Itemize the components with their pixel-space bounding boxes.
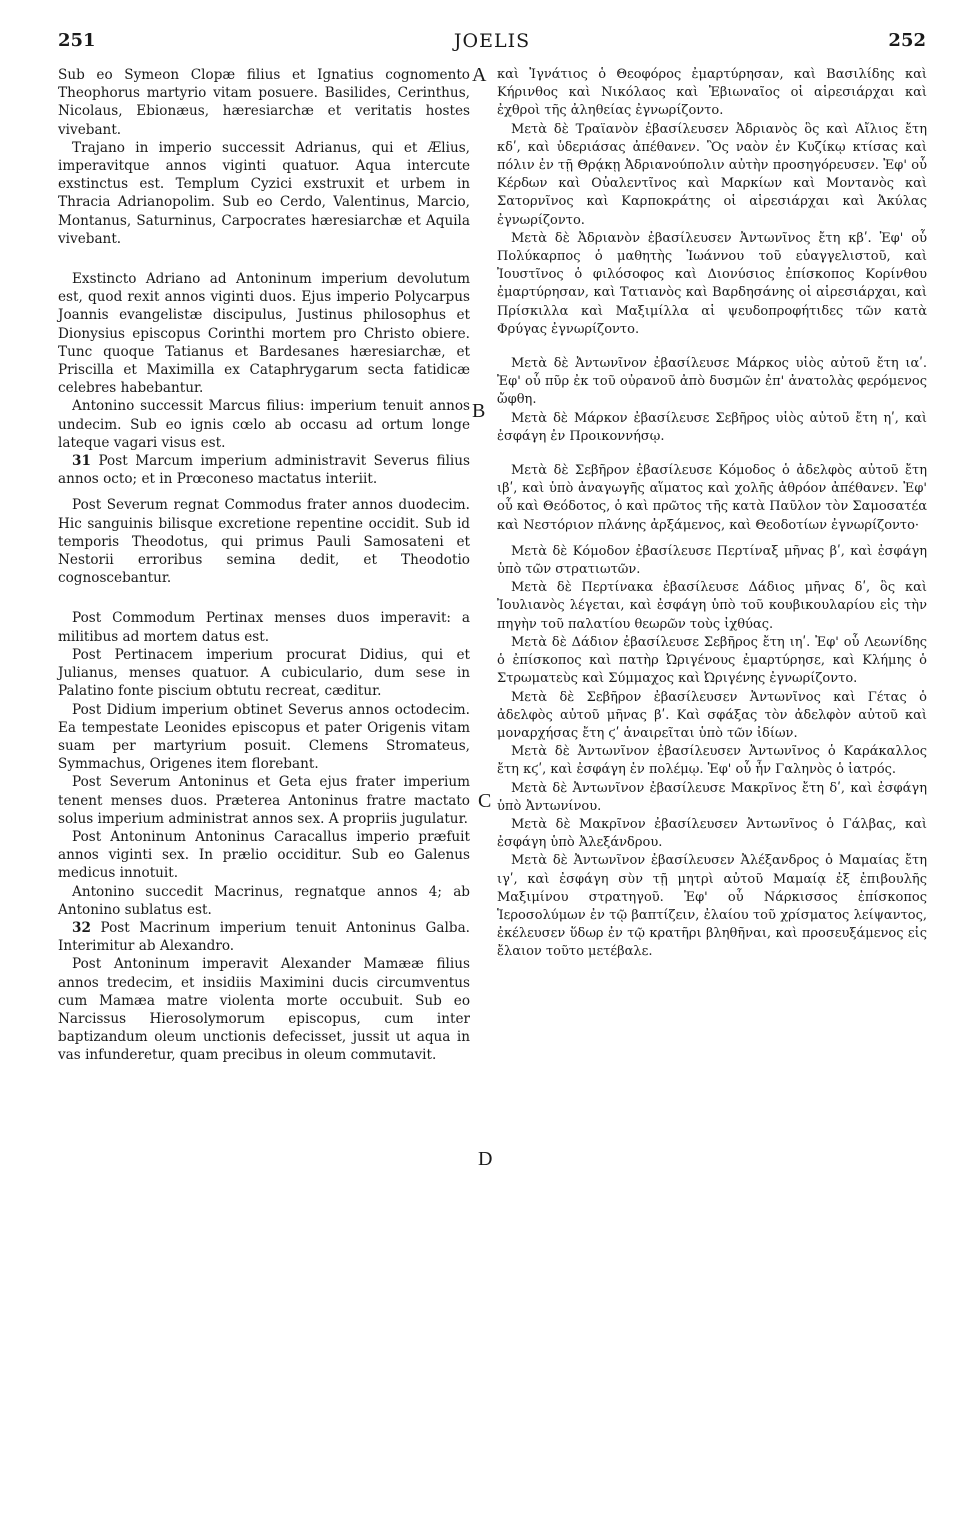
margin-marker-d: D — [478, 1148, 493, 1170]
greek-paragraph: Μετὰ δὲ Σεβῆρον ἐβασίλευσεν Ἀντωνῖνος καὶ Γέτας ὁ ἀδελφὸς αὐτοῦ μῆνας βʹ. Καὶ σφάξας τὸν ἀδελφὸν αὐτοῦ καὶ μοναρχήσας ἔτη ϛʹ ἀναιρεῖται ὑπὸ τῶν ἰδίων. — [497, 689, 927, 741]
greek-paragraph: Μετὰ δὲ Σεβῆρον ἐβασίλευσε Κόμοδος ὁ ἀδελφὸς αὐτοῦ ἔτη ιβʹ, καὶ ὑπὸ ἀναγωγῆς αἵματος καὶ χολῆς ἀθρόον ἀπέθανεν. Ἐφ' οὗ καὶ Θεόδοτος, ὁ καὶ πρῶτος τῆς κατὰ Παῦλον τὸν Σαμοσατέα καὶ Νεστόριον πλάνης ἀρξάμενος, καὶ Θεοδοτίων ἐγνωρίζοντο· — [497, 463, 927, 533]
latin-column — [58, 66, 470, 1065]
greek-paragraph: Μετὰ δὲ Μακρῖνον ἐβασίλευσεν Ἀντωνῖνος ὁ Γάλβας, καὶ ἐσφάγη ὑπὸ Ἀλεξάνδρου. — [497, 816, 927, 851]
greek-paragraph: Μετὰ δὲ Δάδιον ἐβασίλευσε Σεβῆρος ἔτη ιηʹ. Ἐφ' οὗ Λεωνίδης ὁ ἐπίσκοπος καὶ πατὴρ Ὠριγένους ἐμαρτύρησε, καὶ Κλήμης ὁ Στρωματεὺς καὶ Σύμμαχος καὶ Ὠριγένης ἐγνωρίζοντο. — [497, 634, 927, 687]
greek-paragraph: Μετὰ δὲ Ἀντωνῖνον ἐβασίλευσεν Ἀλέξανδρος ὁ Μαμαίας ἔτη ιγʹ, καὶ ἐσφάγη σὺν τῇ μητρὶ αὐτοῦ Μαμαίᾳ ἐξ ἐπιβουλῆς Μαξιμίνου στρατηγοῦ. Ἐφ' οὗ Νάρκισσος ἐπίσκοπος Ἱεροσολύμων ἐν τῷ βαπτίζειν, ἐλαίου τοῦ χρίσματος λείψαντος, ἐκέλευσεν ὕδωρ ἐν τῷ κρατῆρι βληθῆναι, καὶ προσευξάμενος εἰς ἔλαιον τοῦτο μετέβαλε. — [497, 853, 927, 960]
margin-marker-b: B — [472, 400, 486, 422]
greek-paragraph: Μετὰ δὲ Ἀντωνῖνον ἐβασίλευσε Μάρκος υἱὸς αὐτοῦ ἔτη ιαʹ. Ἐφ' οὗ πῦρ ἐκ τοῦ οὐρανοῦ ἀπὸ δυσμῶν ἐπ' ἀνατολὰς φερόμενος ὤφθη. — [497, 356, 927, 408]
page-header — [58, 30, 926, 58]
margin-marker-a: A — [472, 64, 487, 86]
greek-paragraph: Μετὰ δὲ Ἀδριανὸν ἐβασίλευσεν Ἀντωνῖνος ἔτη κβʹ. Ἐφ' οὗ Πολύκαρπος ὁ μαθητὴς Ἰωάννου τοῦ εὐαγγελιστοῦ, καὶ Ἰουστῖνος ὁ φιλόσοφος καὶ Διονύσιος ἐπίσκοπος Κορίνθου ἐμαρτύρησαν, καὶ Τατιανὸς καὶ Βαρδησάνης οἱ αἱρεσιάρχαι, καὶ Πρίσκιλλα καὶ Μαξιμίλλα αἱ ψευδοπροφήτιδες τῶν κατὰ Φρύγας ἐγνωρίζοντο. — [497, 230, 927, 337]
right-page-number: 252 — [888, 30, 926, 51]
greek-paragraph: Μετὰ δὲ Τραϊανὸν ἐβασίλευσεν Ἀδριανὸς ὃς καὶ Αἴλιος ἔτη κδʹ, καὶ ὑδεριάσας ἀπέθανεν. Ὃς ναὸν ἐν Κυζίκῳ κτίσας καὶ πόλιν ἐν τῇ Θρᾴκῃ Ἀδριανούπολιν αὐτὴν προσηγόρευσεν. Ἐφ' οὗ Κέρδων καὶ Οὐαλεντῖνος καὶ Μαρκίων καὶ Μοντανὸς καὶ Σατορνῖνος καὶ Καρποκράτης οἱ αἱρεσιάρχαι καὶ Ἀκύλας ἐγνωρίζοντο. — [497, 121, 927, 228]
latin-paragraph: Post Didium imperium obtinet Severus annos octodecim. Ea tempestate Leonides episcopus et pater Origenis vitam suam per martyrium posuit. Clemens Stromateus, Symmachus, Origenes item florebant. — [58, 701, 470, 773]
latin-paragraph: Post Severum Antoninus et Geta ejus frater imperium tenent menses duos. Præterea Antoninus fratre mactato solus imperium administrat annos sex. A propriis jugulatur. — [58, 774, 470, 827]
greek-paragraph: Μετὰ δὲ Ἀντωνῖνον ἐβασίλευσεν Ἀντωνῖνος ὁ Καράκαλλος ἔτη κϛʹ, καὶ ἐσφάγη ἐν πολέμῳ. Ἐφ' οὗ ἦν Γαληνὸς ὁ ἰατρός. — [497, 744, 927, 778]
latin-paragraph: 32 Post Macrinum imperium tenuit Antoninus Galba. Interimitur ab Alexandro. — [58, 919, 470, 955]
greek-paragraph: Μετὰ δὲ Μάρκον ἐβασίλευσε Σεβῆρος υἱὸς αὐτοῦ ἔτη ηʹ, καὶ ἐσφάγη ἐν Προικοννήσῳ. — [497, 410, 927, 444]
latin-paragraph: Post Pertinacem imperium procurat Didius, qui et Julianus, menses quatuor. A cubiculario, dum sese in Palatino fonte piscium obtutu recreat, cæditur. — [58, 646, 470, 700]
greek-paragraph: Μετὰ δὲ Κόμοδον ἐβασίλευσε Περτίναξ μῆνας βʹ, καὶ ἐσφάγη ὑπὸ τῶν στρατιωτῶν. — [497, 543, 927, 578]
greek-paragraph: Μετὰ δὲ Περτίνακα ἐβασίλευσε Δάδιος μῆνας δʹ, ὃς καὶ Ἰουλιανὸς λέγεται, καὶ ἐσφάγη ὑπὸ τοῦ κουβικουλαρίου εἰς τὴν πηγὴν τοῦ παλατίου θεωρῶν τοὺς ἰχθύας. — [497, 580, 927, 632]
left-page-number: 251 — [58, 30, 96, 51]
margin-marker-c: C — [478, 790, 492, 812]
latin-paragraph: Post Antoninum Antoninus Caracallus imperio præfuit annos viginti sex. In prælio occiditur. Sub eo Galenus medicus innotuit. — [58, 828, 470, 882]
latin-paragraph: Post Antoninum imperavit Alexander Mamææ filius annos tredecim, et insidiis Maximini ducis circumventus cum Mamæa matre violenta morte occubuit. Sub eo Narcissus Hierosolymorum episcopus, cum inter baptizandum oleum unctionis defecisset, jussit ut aqua in vas infunderetur, quam precibus in oleum commutavit. — [58, 956, 470, 1064]
latin-paragraph: 31 Post Marcum imperium administravit Severus filius annos octo; et in Prœconeso mactatus interiit. — [58, 453, 471, 488]
latin-paragraph: Antonino successit Marcus filius: imperium tenuit annos undecim. Sub eo ignis cœlo ab occasu ad ortum longe lateque vagari visus est. — [58, 398, 470, 451]
latin-paragraph: Trajano in imperio successit Adrianus, qui et Ælius, imperavitque annos viginti quatuor. Aqua intercute exstinctus est. Templum Cyzici exstruxit et urbem in Thracia Adrianopolim. Sub eo Cerdo, Valentinus, Marcio, Montanus, Saturninus, Carpocrates hæresiarchæ et Aquila vivebant. — [58, 139, 470, 247]
latin-paragraph: Post Commodum Pertinax menses duos imperavit: a militibus ad mortem datus est. — [58, 610, 470, 645]
section-number: 32 — [72, 919, 91, 936]
latin-paragraph: Antonino succedit Macrinus, regnatque annos 4; ab Antonino sublatus est. — [58, 883, 470, 918]
latin-paragraph: Exstincto Adriano ad Antoninum imperium devolutum est, quod rexit annos viginti duos. Ejus imperio Polycarpus Joannis evangelistæ discipulus, Justinus philosophus et Dionysius episcopus Corinthi mortem pro Christo obiere. Tunc quoque Tatianus et Bardesanes hæresiarchæ, et Priscilla et Maximilla ex Cataphrygarum secta fatidicæ celebres habebantur. — [58, 271, 470, 397]
greek-paragraph: Μετὰ δὲ Ἀντωνῖνον ἐβασίλευσε Μακρῖνος ἔτη δʹ, καὶ ἐσφάγη ὑπὸ Ἀντωνίνου. — [497, 780, 927, 814]
latin-paragraph: Post Severum regnat Commodus frater annos duodecim. Hic sanguinis bilisque excretione repentine occidit. Sub id temporis Theodotus, qui primus Pauli Samosateni et Nestorii erroribus semina dedit, et Theodotio cognoscebantur. — [58, 497, 470, 587]
running-title: JOELIS — [453, 30, 531, 52]
section-number: 31 — [72, 453, 91, 470]
latin-paragraph: Sub eo Symeon Clopæ filius et Ignatius cognomento Theophorus martyrio vitam posuere. Basilides, Cerinthus, Nicolaus, Ebionæus, hæresiarchæ et veritatis hostes vivebant. — [58, 67, 470, 138]
greek-paragraph: καὶ Ἰγνάτιος ὁ Θεοφόρος ἐμαρτύρησαν, καὶ Βασιλίδης καὶ Κήρινθος καὶ Νικόλαος καὶ Ἐβιωναῖος οἱ αἱρεσιάρχαι καὶ ἐχθροὶ τῆς ἀληθείας ἐγνωρίζοντο. — [497, 67, 927, 119]
greek-column — [497, 66, 927, 962]
